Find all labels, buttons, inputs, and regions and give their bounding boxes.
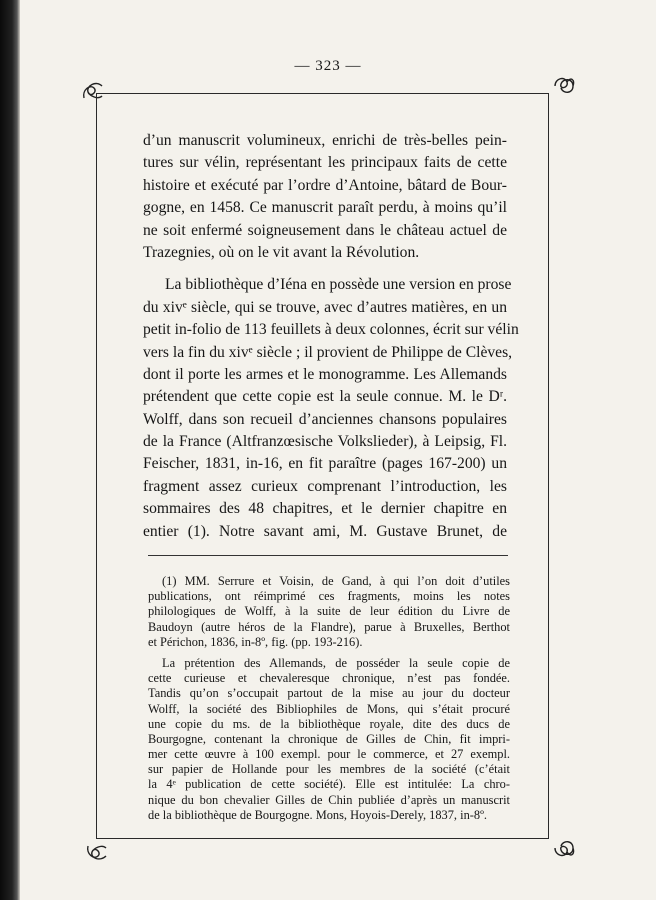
text-line: Feischer, 1831, in-16, en fit paraître (pages 167-200) un (143, 455, 507, 473)
text-line: entier (1). Notre savant ami, M. Gustave Brunet, de (143, 522, 507, 540)
footnote-line: cette curieuse et chevaleresque chronique, n’est pas fondée. (148, 671, 510, 686)
text-line: La bibliothèque d’Iéna en possède une version en prose (165, 276, 512, 294)
text-line: petit in-folio de 113 feuillets à deux colonnes, écrit sur vélin (143, 321, 519, 339)
text-line: d’un manuscrit volumineux, enrichi de très-belles pein- (143, 132, 507, 149)
flourish-ornament-icon (551, 836, 577, 862)
footnote-line: une copie du ms. de la bibliothèque royale, dite des ducs de (148, 716, 510, 731)
footnote-line: mer cette œuvre à 100 exempl. pour le commerce, et 27 exempl. (148, 747, 510, 762)
main-text (143, 130, 519, 543)
footnote-line: philologiques de Wolff, à la suite de leur édition du Livre de (148, 604, 510, 619)
page-number: — 323 — (294, 58, 362, 74)
text-line: gogne, en 1458. Ce manuscrit paraît perdu, à moins qu’il (143, 199, 507, 217)
text-line: fragment assez curieux comprenant l’introduction, les (143, 477, 507, 495)
footnote-line: et Périchon, 1836, in-8º, fig. (pp. 193-216). (148, 634, 363, 649)
text-line: dont il porte les armes et le monogramme. Les Allemands (143, 365, 507, 383)
footnote-line: sur papier de Hollande pour les membres de la société (c’était (148, 762, 510, 777)
footnote-line: la 4ᵉ publication de cette société). Elle est intitulée: La chro- (148, 777, 510, 792)
footnote-separator (148, 555, 508, 556)
footnote-line: La prétention des Allemands, de posséder la seule copie de (162, 655, 510, 670)
text-line: tures sur vélin, représentant les principaux faits de cette (143, 154, 507, 172)
footnote-line: Baudoyn (autre héros de la Flandre), parue à Bruxelles, Berthot (148, 619, 510, 634)
text-line: Trazegnies, où on le vit avant la Révolution. (143, 243, 420, 261)
text-line: sommaires des 48 chapitres, et le dernier chapitre en (143, 500, 507, 518)
book-spine-shadow (0, 0, 20, 900)
footnote-line: Tandis qu’on s’occupait partout de la mise au jour du docteur (148, 686, 510, 701)
text-line: histoire et exécuté par l’ordre d’Antoine, bâtard de Bour- (143, 176, 507, 194)
footnote-line: Bourgogne, contenant la chronique de Gilles de Chin, fit impri- (148, 731, 510, 746)
text-line: de la France (Altfranzœsische Volkslieder), à Leipsig, Fl. (143, 433, 507, 451)
footnote-line: de la bibliothèque de Bourgogne. Mons, Hoyois-Derely, 1837, in-8º. (148, 807, 488, 822)
flourish-ornament-icon (551, 72, 577, 98)
text-line: Wolff, dans son recueil d’anciennes chansons populaires (143, 410, 507, 428)
footnote-line: publications, ont réimprimé ces fragments, moins les notes (148, 589, 510, 604)
footnote-line: (1) MM. Serrure et Voisin, de Gand, à qui l’on doit d’utiles (162, 574, 510, 588)
text-line: vers la fin du xivᵉ siècle ; il provient de Philippe de Clèves, (143, 343, 513, 361)
footnote-line: Wolff, la société des Bibliophiles de Mons, qui s’était procuré (148, 701, 510, 716)
text-line: du xivᵉ siècle, qui se trouve, avec d’autres matières, en un (143, 298, 507, 316)
text-line: ne soit enfermé soigneusement dans le château actuel de (143, 221, 507, 239)
footnote-line: nique du bon chevalier Gilles de Chin publiée d’après un manuscrit (148, 792, 510, 807)
text-line: prétendent que cette copie est la seule connue. M. le Dʳ. (143, 388, 507, 406)
footnotes (148, 574, 510, 823)
flourish-ornament-icon (84, 838, 110, 864)
